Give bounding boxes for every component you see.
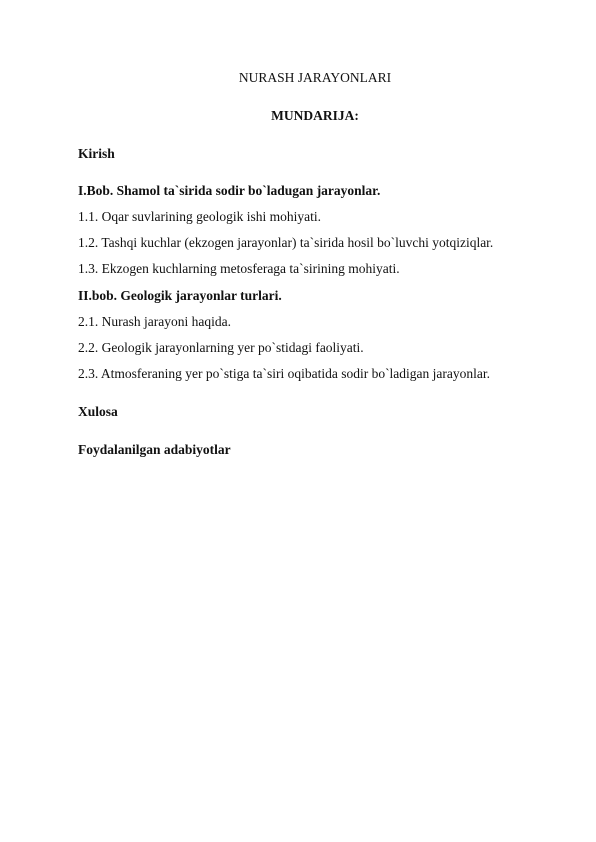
toc-section-1-3: 1.3. Ekzogen kuchlarning metosferaga ta`sirining mohiyati. [78,261,400,276]
toc-section-1-2: 1.2. Tashqi kuchlar (ekzogen jarayonlar) ta`sirida hosil bo`luvchi yotqiziqlar. [78,235,494,250]
toc-section-2-3: 2.3. Atmosferaning yer po`stiga ta`siri oqibatida sodir bo`ladigan jarayonlar. [78,366,491,381]
toc-heading: MUNDARIJA: [271,108,359,123]
toc-section-2-1: 2.1. Nurash jarayoni haqida. [78,314,231,329]
document-title: NURASH JARAYONLARI [238,70,392,85]
toc-conclusion: Xulosa [78,404,118,419]
toc-section-2-2: 2.2. Geologik jarayonlarning yer po`stidagi faoliyati. [78,340,364,355]
toc-chapter-2-title: II.bob. Geologik jarayonlar turlari. [78,288,282,303]
toc-intro: Kirish [78,146,115,161]
toc-chapter-1-title: I.Bob. Shamol ta`sirida sodir bo`ladugan jarayonlar. [78,183,381,198]
toc-references: Foydalanilgan adabiyotlar [78,442,231,457]
toc-section-1-1: 1.1. Oqar suvlarining geologik ishi mohiyati. [78,209,321,224]
